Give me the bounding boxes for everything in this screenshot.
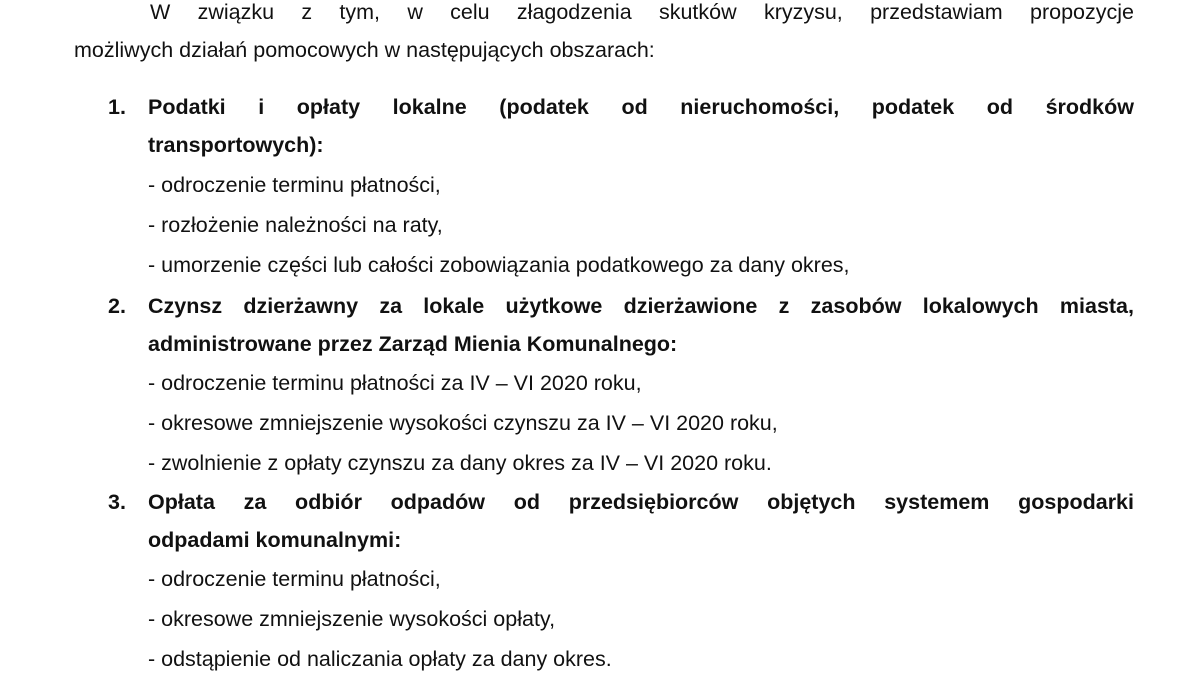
list-item: - umorzenie części lub całości zobowiązania podatkowego za dany okres,	[148, 253, 850, 277]
section-number: 2.	[108, 294, 126, 318]
section-heading	[148, 483, 1134, 559]
intro-line-2: możliwych działań pomocowych w następujących obszarach:	[74, 38, 655, 62]
section-number: 1.	[108, 95, 126, 119]
list-item: - odstąpienie od naliczania opłaty za dany okres.	[148, 647, 612, 671]
intro-line-1: W związku z tym, w celu złagodzenia skutków kryzysu, przedstawiam propozycje	[150, 0, 1134, 24]
section-heading-line-1: Czynsz dzierżawny za lokale użytkowe dzierżawione z zasobów lokalowych miasta,	[148, 294, 1134, 318]
section-2	[108, 287, 1134, 477]
list-item: - odroczenie terminu płatności,	[148, 567, 441, 591]
list-item: - okresowe zmniejszenie wysokości czynszu za IV – VI 2020 roku,	[148, 411, 778, 435]
list-item: - odroczenie terminu płatności za IV – VI 2020 roku,	[148, 371, 642, 395]
section-heading-line-1: Opłata za odbiór odpadów od przedsiębiorców objętych systemem gospodarki	[148, 490, 1134, 514]
list-item: - zwolnienie z opłaty czynszu za dany okres za IV – VI 2020 roku.	[148, 451, 772, 475]
list-item: - okresowe zmniejszenie wysokości opłaty,	[148, 607, 556, 631]
section-heading	[148, 88, 1134, 164]
section-heading-line-2: administrowane przez Zarząd Mienia Komunalnego:	[148, 332, 678, 356]
section-3	[108, 483, 1134, 675]
section-heading-line-2: transportowych):	[148, 133, 324, 157]
section-heading-line-1: Podatki i opłaty lokalne (podatek od nieruchomości, podatek od środków	[148, 95, 1134, 119]
section-number: 3.	[108, 490, 126, 514]
list-item: - odroczenie terminu płatności,	[148, 173, 441, 197]
list-item: - rozłożenie należności na raty,	[148, 213, 443, 237]
section-heading-line-2: odpadami komunalnymi:	[148, 528, 402, 552]
section-heading	[148, 287, 1134, 363]
section-1	[108, 88, 1134, 278]
